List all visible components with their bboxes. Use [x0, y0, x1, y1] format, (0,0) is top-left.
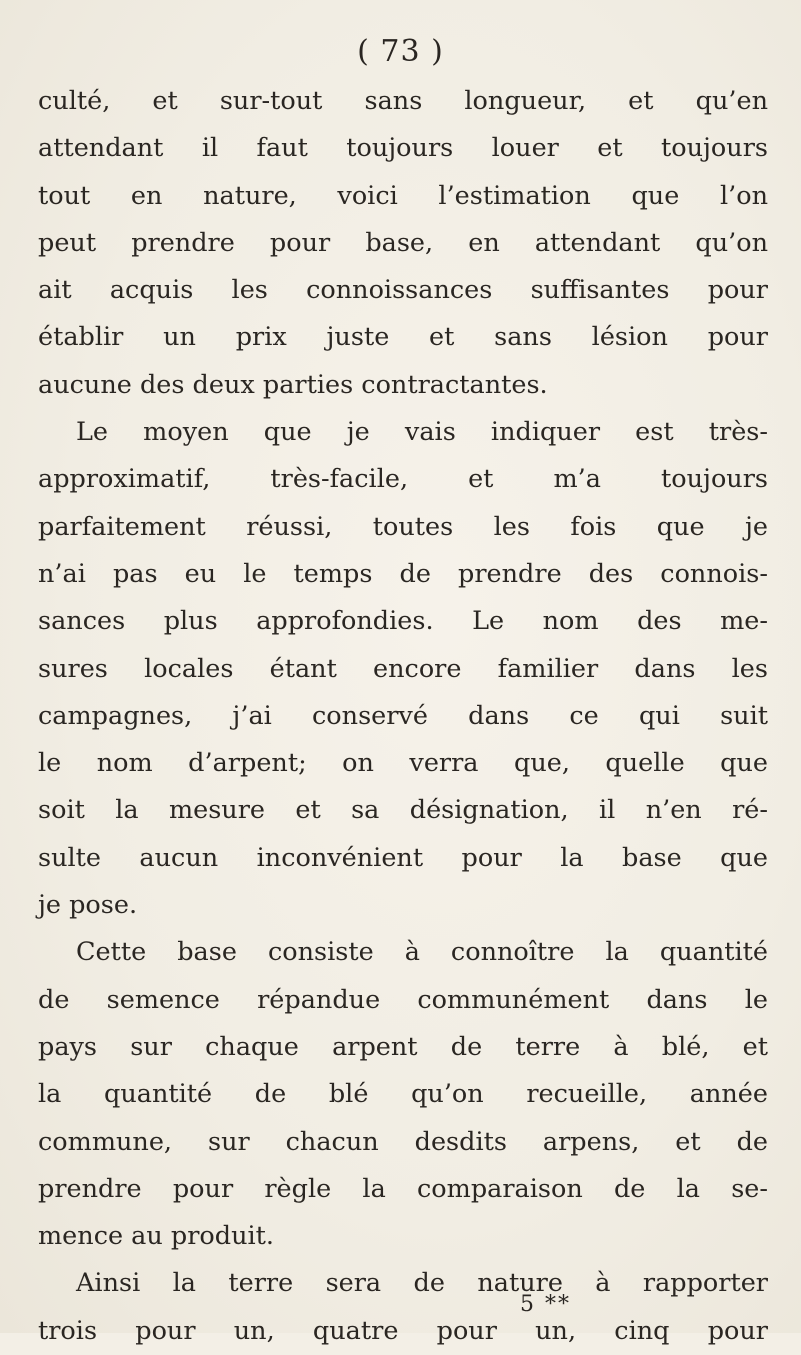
text-line: peut prendre pour base, en attendant qu’on: [38, 227, 768, 258]
text-line: tout en nature, voici l’estimation que l’on: [38, 180, 768, 211]
text-line: soit la mesure et sa désignation, il n’en ré-: [38, 795, 768, 826]
text-line: parfaitement réussi, toutes les fois que je: [38, 511, 768, 542]
text-line: attendant il faut toujours louer et toujours: [38, 133, 768, 164]
text-line: le nom d’arpent; on verra que, quelle que: [38, 748, 768, 779]
page-number: ( 73 ): [357, 34, 444, 69]
text-line: établir un prix juste et sans lésion pour: [38, 322, 768, 353]
signature-mark: 5 **: [520, 1292, 571, 1317]
text-line: de semence répandue communément dans le: [38, 984, 768, 1015]
body-text: [38, 78, 768, 1355]
text-line: mence au produit.: [38, 1221, 275, 1252]
text-line: n’ai pas eu le temps de prendre des connois-: [38, 558, 768, 589]
text-line: pays sur chaque arpent de terre à blé, et: [38, 1031, 768, 1062]
text-line: la quantité de blé qu’on recueille, année: [38, 1079, 768, 1110]
text-line: culté, et sur-tout sans longueur, et qu’en: [38, 86, 768, 116]
text-line: approximatif, très-facile, et m’a toujours: [38, 464, 768, 495]
text-line: aucune des deux parties contractantes.: [38, 369, 548, 400]
text-line: prendre pour règle la comparaison de la se-: [38, 1173, 768, 1204]
text-line: campagnes, j’ai conservé dans ce qui suit: [38, 700, 768, 731]
text-line: sures locales étant encore familier dans les: [38, 653, 768, 684]
text-line: sulte aucun inconvénient pour la base que: [38, 842, 768, 873]
text-line: Cette base consiste à connoître la quantité: [76, 937, 768, 968]
text-line: Ainsi la terre sera de nature à rapporter: [76, 1268, 768, 1299]
text-line: je pose.: [38, 890, 138, 921]
text-line: commune, sur chacun desdits arpens, et de: [38, 1126, 768, 1157]
text-line: Le moyen que je vais indiquer est très-: [76, 417, 768, 448]
text-line: trois pour un, quatre pour un, cinq pour: [38, 1315, 768, 1346]
text-line: sances plus approfondies. Le nom des me-: [38, 606, 768, 637]
text-line: ait acquis les connoissances suffisantes pour: [38, 275, 768, 306]
